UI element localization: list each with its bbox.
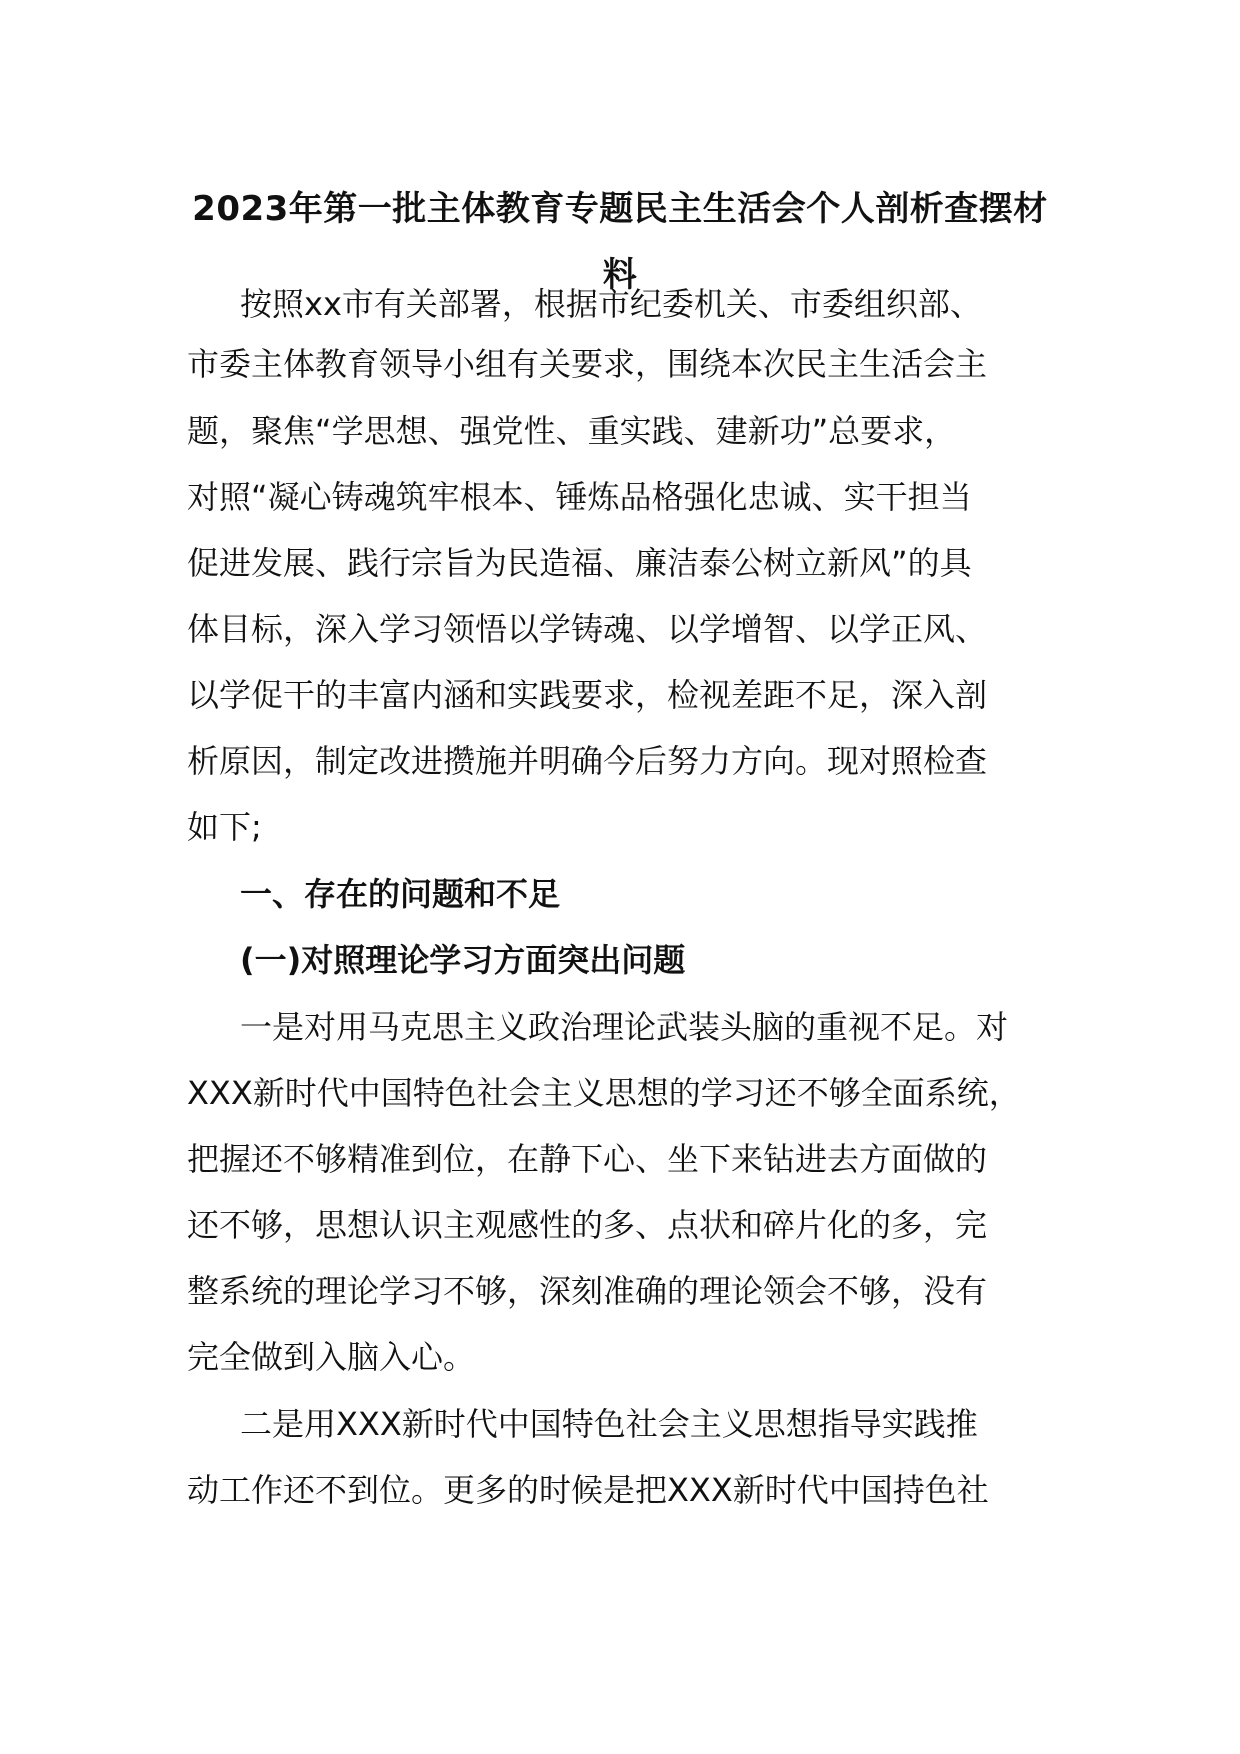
intro-line: 题，聚焦“学思想、强党性、重实践、建新功”总要求， — [187, 412, 957, 450]
intro-line: 体目标，深入学习领悟以学铸魂、以学增智、以学正风、 — [187, 610, 988, 648]
intro-line: 析原因，制定改进攒施并明确今后努力方向。现对照检查 — [187, 742, 988, 780]
body-line: 一是对用马克思主义政治理论武装头脑的重视不足。对 — [240, 1008, 1009, 1046]
intro-line: 按照xx市有关部署，根据市纪委机关、市委组织部、 — [240, 285, 982, 323]
body-line: 完全做到入脑入心。 — [187, 1338, 476, 1376]
intro-line: 市委主体教育领导小组有关要求，围绕本次民主生活会主 — [187, 345, 988, 383]
title-line: 料 — [602, 255, 638, 295]
section-heading: 一、存在的问题和不足 — [240, 875, 561, 913]
body-line: 二是用XXX新时代中国特色社会主义思想指导实践推 — [240, 1405, 978, 1443]
body-line: XXX新时代中国特色社会主义思想的学习还不够全面系统， — [187, 1074, 1021, 1112]
intro-line: 对照“凝心铸魂筑牢根本、锤炼品格强化忠诚、实干担当 — [187, 478, 972, 516]
intro-line: 促进发展、践行宗旨为民造福、廉洁泰公树立新风”的具 — [187, 544, 972, 582]
intro-line: 如下; — [187, 808, 262, 846]
title-line: 2023年第一批主体教育专题民主生活会个人剖析查摆材 — [192, 189, 1048, 229]
intro-line: 以学促干的丰富内涵和实践要求，检视差距不足，深入剖 — [187, 676, 988, 714]
body-line: 还不够，思想认识主观感性的多、点状和碎片化的多，完 — [187, 1206, 988, 1244]
body-line: 动工作还不到位。更多的时候是把XXX新时代中国持色社 — [187, 1471, 989, 1509]
subsection-heading: (一)对照理论学习方面突出问题 — [240, 941, 686, 979]
body-line: 把握还不够精准到位，在静下心、坐下来钻进去方面做的 — [187, 1140, 988, 1178]
body-line: 整系统的理论学习不够，深刻准确的理论领会不够，没有 — [187, 1272, 988, 1310]
